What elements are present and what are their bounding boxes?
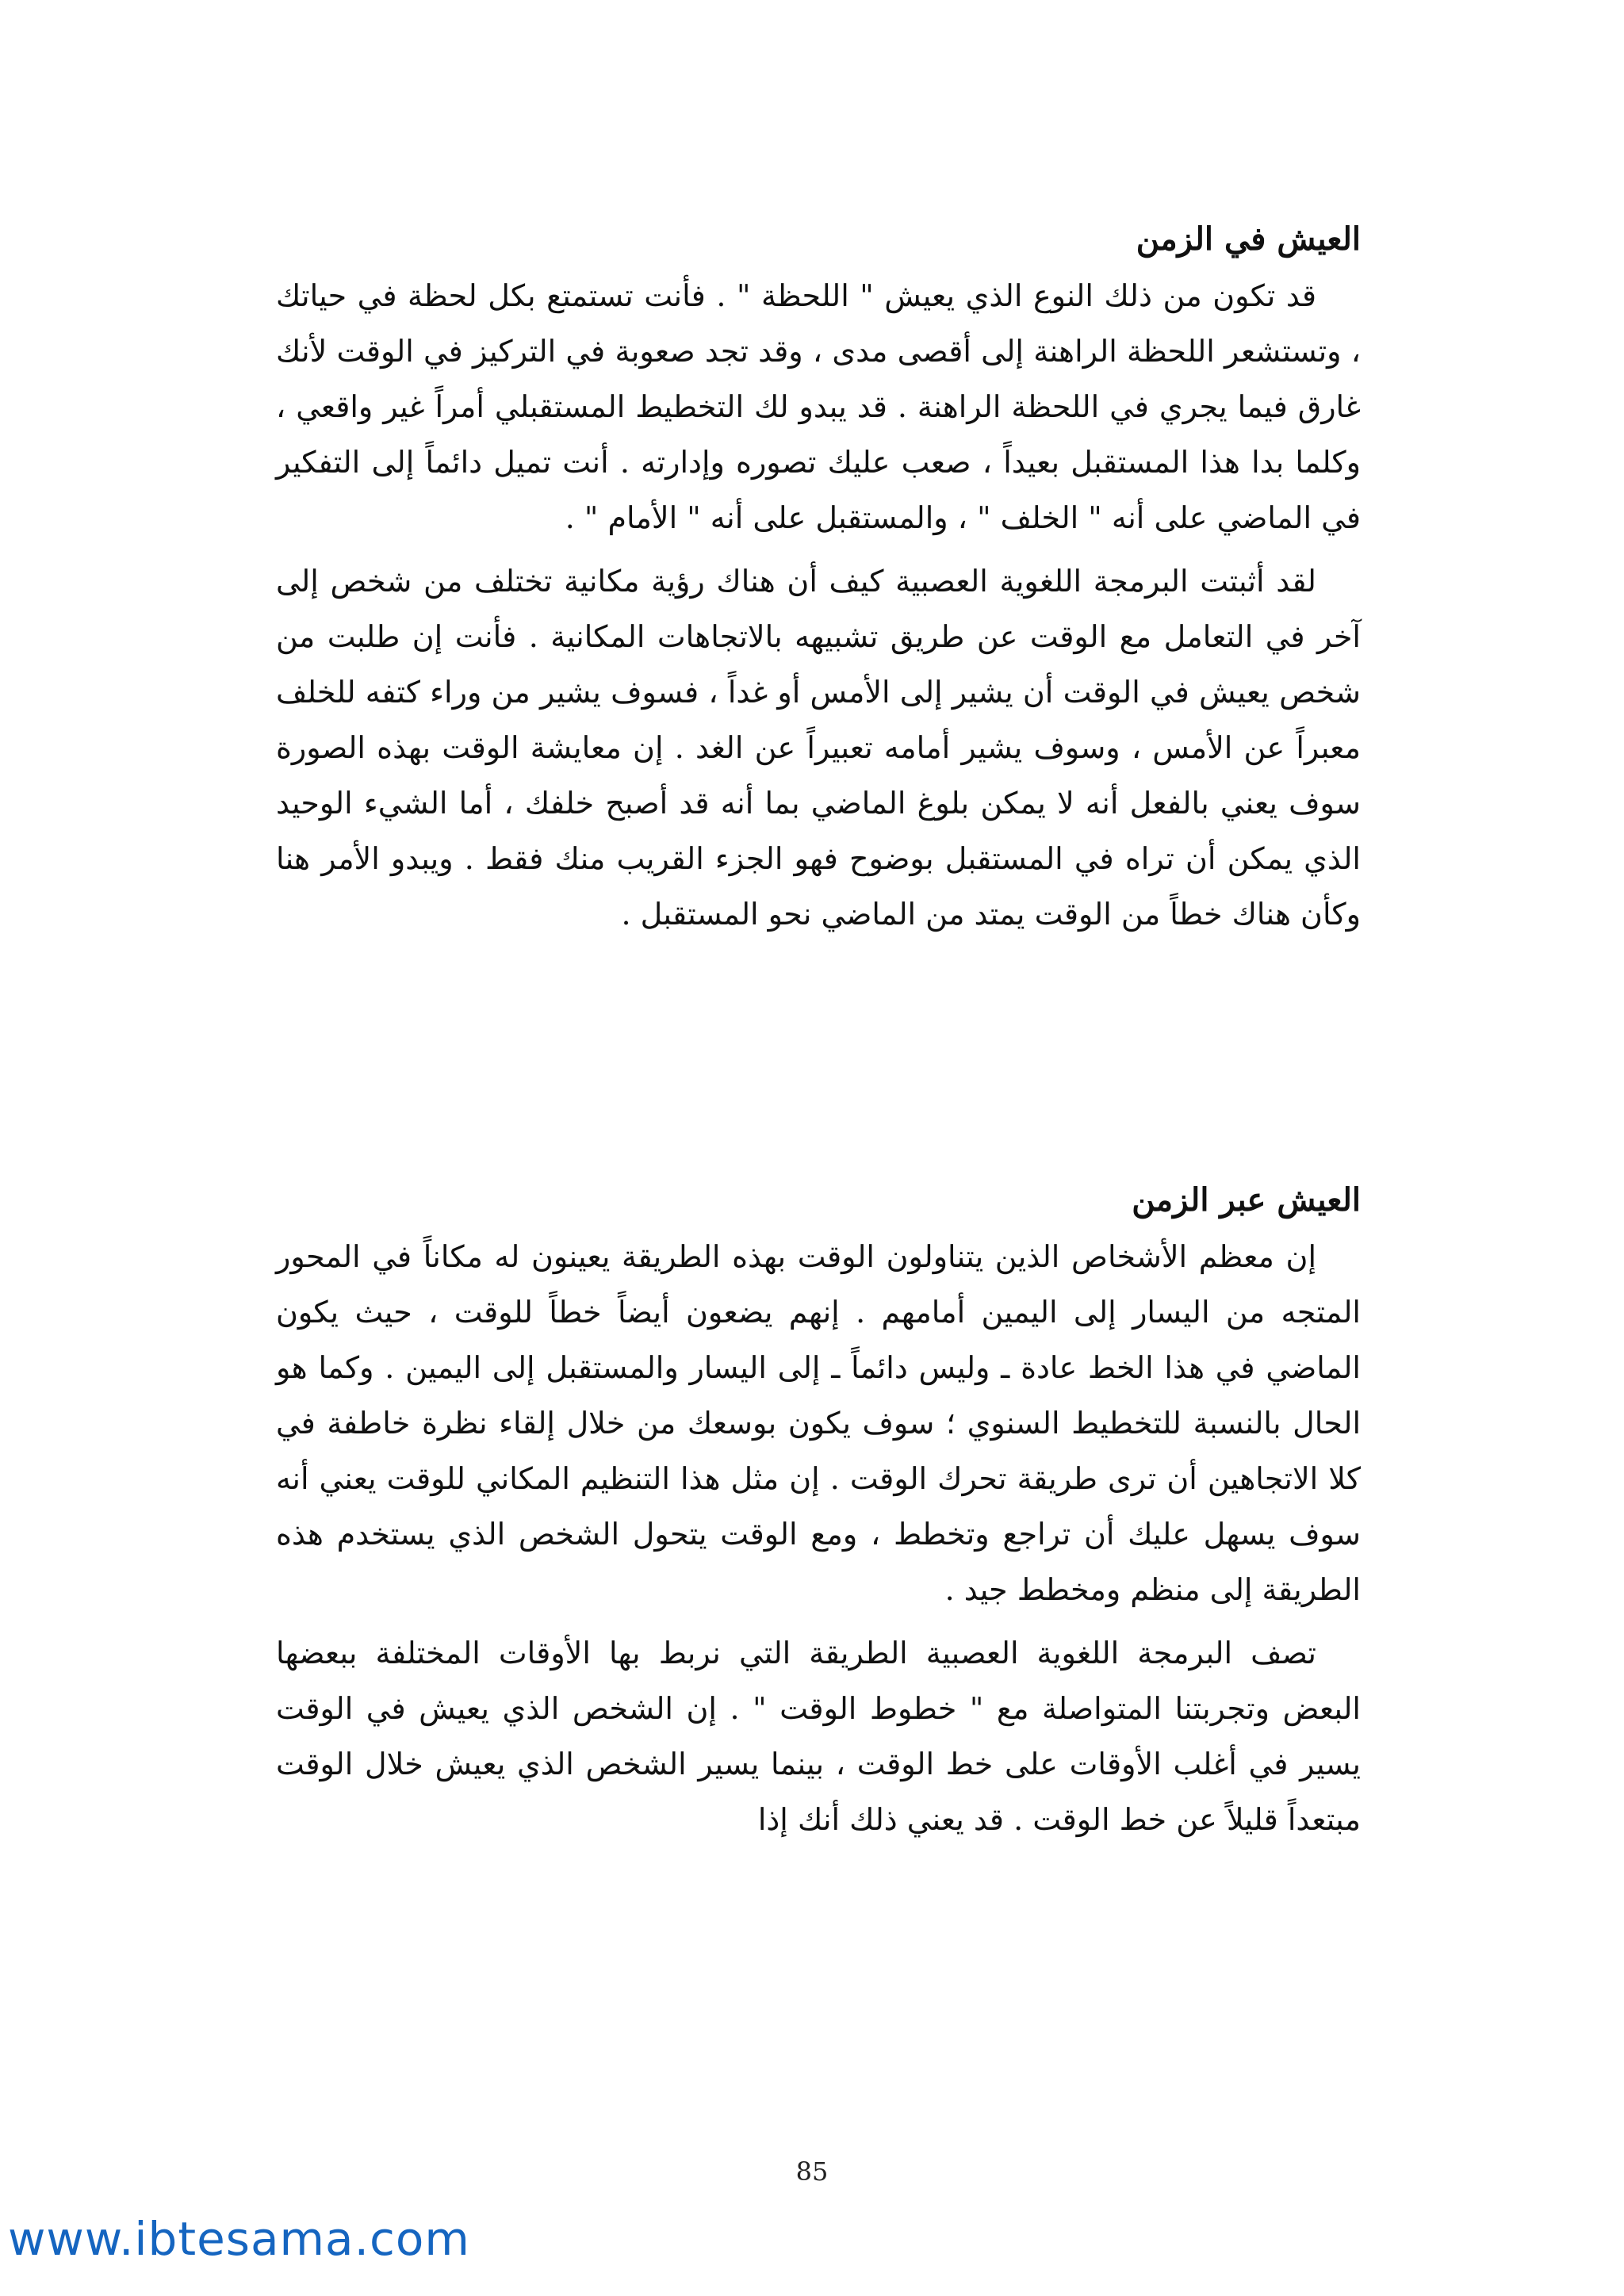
watermark-url: www.ibtesama.com	[8, 2212, 470, 2266]
section-heading: العيش عبر الزمن	[1132, 1181, 1361, 1219]
section-heading: العيش في الزمن	[1136, 220, 1361, 258]
paragraph: قد تكون من ذلك النوع الذي يعيش " اللحظة " . فأنت تستمتع بكل لحظة في حياتك ، وتستشعر اللحظة الراهنة إلى أقصى مدى ، وقد تجد صعوبة في التركيز في الوقت لأنك غارق فيما يجري في اللحظة الراهنة . قد يبدو لك التخطيط المستقبلي أمراً غير واقعي ، وكلما بدا هذا المستقبل بعيداً ، صعب عليك تصوره وإدارته . أنت تميل دائماً إلى التفكير في الماضي على أنه " الخلف " ، والمستقبل على أنه " الأمام " .	[276, 278, 1361, 535]
page-number: 85	[795, 2156, 829, 2187]
paragraph: تصف البرمجة اللغوية العصبية الطريقة التي نربط بها الأوقات المختلفة ببعضها البعض وتجربتنا المتواصلة مع " خطوط الوقت " . إن الشخص الذي يعيش في الوقت يسير في أغلب الأوقات على خط الوقت ، بينما يسير الشخص الذي يعيش خلال الوقت مبتعداً قليلاً عن خط الوقت . قد يعني ذلك أنك إذا	[276, 1636, 1361, 1837]
paragraph: لقد أثبتت البرمجة اللغوية العصبية كيف أن هناك رؤية مكانية تختلف من شخص إلى آخر في التعامل مع الوقت عن طريق تشبيهه بالاتجاهات المكانية . فأنت إن طلبت من شخص يعيش في الوقت أن يشير إلى الأمس أو غداً ، فسوف يشير من وراء كتفه للخلف معبراً عن الأمس ، وسوف يشير أمامه تعبيراً عن الغد . إن معايشة الوقت بهذه الصورة سوف يعني بالفعل أنه لا يمكن بلوغ الماضي بما أنه قد أصبح خلفك ، أما الشيء الوحيد الذي يمكن أن تراه في المستقبل بوضوح فهو الجزء القريب منك فقط . ويبدو الأمر هنا وكأن هناك خطاً من الوقت يمتد من الماضي نحو المستقبل .	[276, 564, 1361, 932]
paragraph: إن معظم الأشخاص الذين يتناولون الوقت بهذه الطريقة يعينون له مكاناً في المحور المتجه من اليسار إلى اليمين أمامهم . إنهم يضعون أيضاً خطاً للوقت ، حيث يكون الماضي في هذا الخط عادة ـ وليس دائماً ـ إلى اليسار والمستقبل إلى اليمين . وكما هو الحال بالنسبة للتخطيط السنوي ؛ سوف يكون بوسعك من خلال إلقاء نظرة خاطفة في كلا الاتجاهين أن ترى طريقة تحرك الوقت . إن مثل هذا التنظيم المكاني للوقت يعني أنه سوف يسهل عليك أن تراجع وتخطط ، ومع الوقت يتحول الشخص الذي يستخدم هذه الطريقة إلى منظم ومخطط جيد .	[276, 1239, 1361, 1607]
section-living-in-time	[276, 216, 1361, 950]
section-living-through-time	[276, 1177, 1361, 1855]
